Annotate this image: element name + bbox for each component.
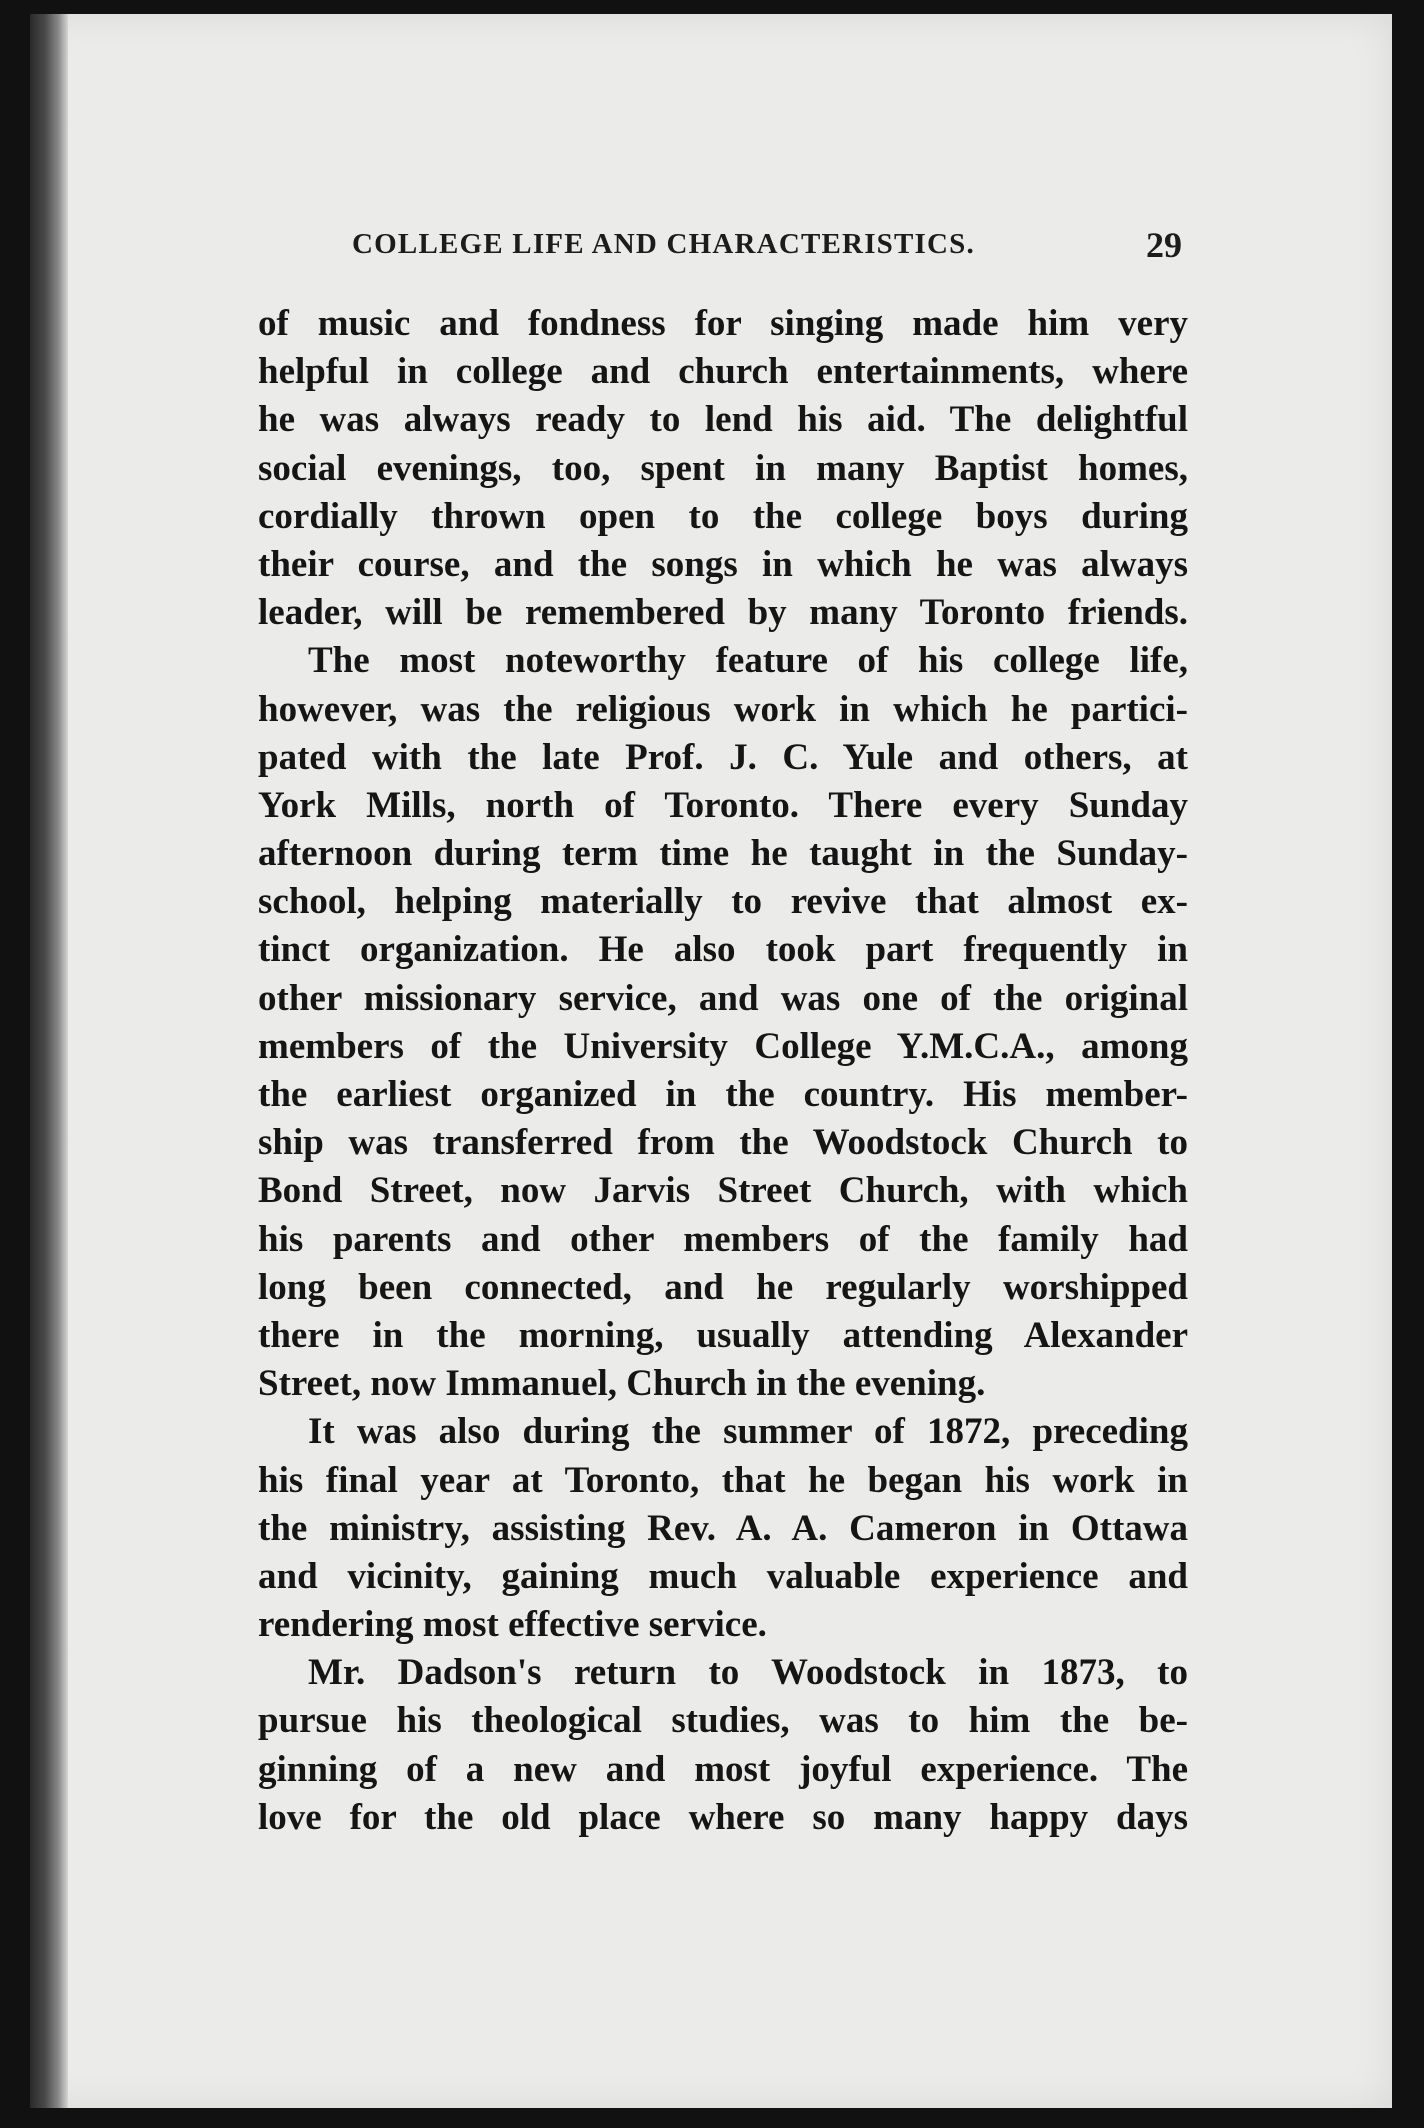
text-line: members of the University College Y.M.C.A., among	[258, 1025, 1188, 1067]
text-line: York Mills, north of Toronto. There every Sunday	[258, 784, 1188, 826]
text-line: The most noteworthy feature of his college life,	[308, 640, 1188, 682]
text-line: long been connected, and he regularly worshipped	[258, 1266, 1188, 1308]
text-line: however, was the religious work in which he partici-	[258, 688, 1188, 730]
page-number: 29	[1146, 225, 1182, 265]
text-line: the earliest organized in the country. His member-	[258, 1074, 1188, 1115]
text-line: pursue his theological studies, was to him the be-	[258, 1700, 1188, 1742]
text-line: he was always ready to lend his aid. The delightful	[258, 399, 1188, 441]
text-line: helpful in college and church entertainments, where	[258, 351, 1188, 393]
text-line: ship was transferred from the Woodstock Church to	[258, 1122, 1188, 1164]
text-line: love for the old place where so many happy days	[258, 1796, 1188, 1838]
paragraph-1	[258, 300, 1188, 637]
text-line: school, helping materially to revive that almost ex-	[258, 881, 1188, 923]
text-line: there in the morning, usually attending Alexander	[258, 1314, 1188, 1356]
paragraph-3	[258, 1408, 1188, 1649]
text-line: rendering most effective service.	[258, 1604, 767, 1646]
text-line: tinct organization. He also took part frequently in	[258, 929, 1188, 971]
text-line: leader, will be remembered by many Toronto friends.	[258, 592, 1188, 634]
text-line: cordially thrown open to the college boys during	[258, 495, 1188, 537]
text-line: his parents and other members of the family had	[258, 1218, 1188, 1260]
paragraph-4	[258, 1649, 1188, 1842]
paragraph-2	[258, 637, 1188, 1408]
body-text	[258, 300, 1188, 1842]
text-line: other missionary service, and was one of the original	[258, 977, 1188, 1019]
text-line: the ministry, assisting Rev. A. A. Cameron in Ottawa	[258, 1507, 1188, 1549]
text-line: Street, now Immanuel, Church in the evening.	[258, 1363, 986, 1405]
text-line: afternoon during term time he taught in the Sunday-	[258, 833, 1188, 875]
binding-edge	[30, 14, 68, 2108]
text-line: their course, and the songs in which he was always	[258, 543, 1188, 585]
text-line: and vicinity, gaining much valuable experience and	[258, 1555, 1188, 1597]
text-line: Mr. Dadson's return to Woodstock in 1873, to	[308, 1652, 1188, 1694]
text-line: It was also during the summer of 1872, preceding	[308, 1411, 1188, 1453]
text-line: social evenings, too, spent in many Baptist homes,	[258, 447, 1188, 489]
text-line: pated with the late Prof. J. C. Yule and others, at	[258, 736, 1188, 778]
running-head-title: COLLEGE LIFE AND CHARACTERISTICS.	[352, 228, 975, 260]
text-line: his final year at Toronto, that he began his work in	[258, 1459, 1188, 1501]
text-line: of music and fondness for singing made him very	[258, 303, 1188, 344]
text-line: ginning of a new and most joyful experience. The	[258, 1748, 1188, 1790]
text-line: Bond Street, now Jarvis Street Church, with which	[258, 1170, 1188, 1212]
running-head	[352, 225, 1182, 272]
